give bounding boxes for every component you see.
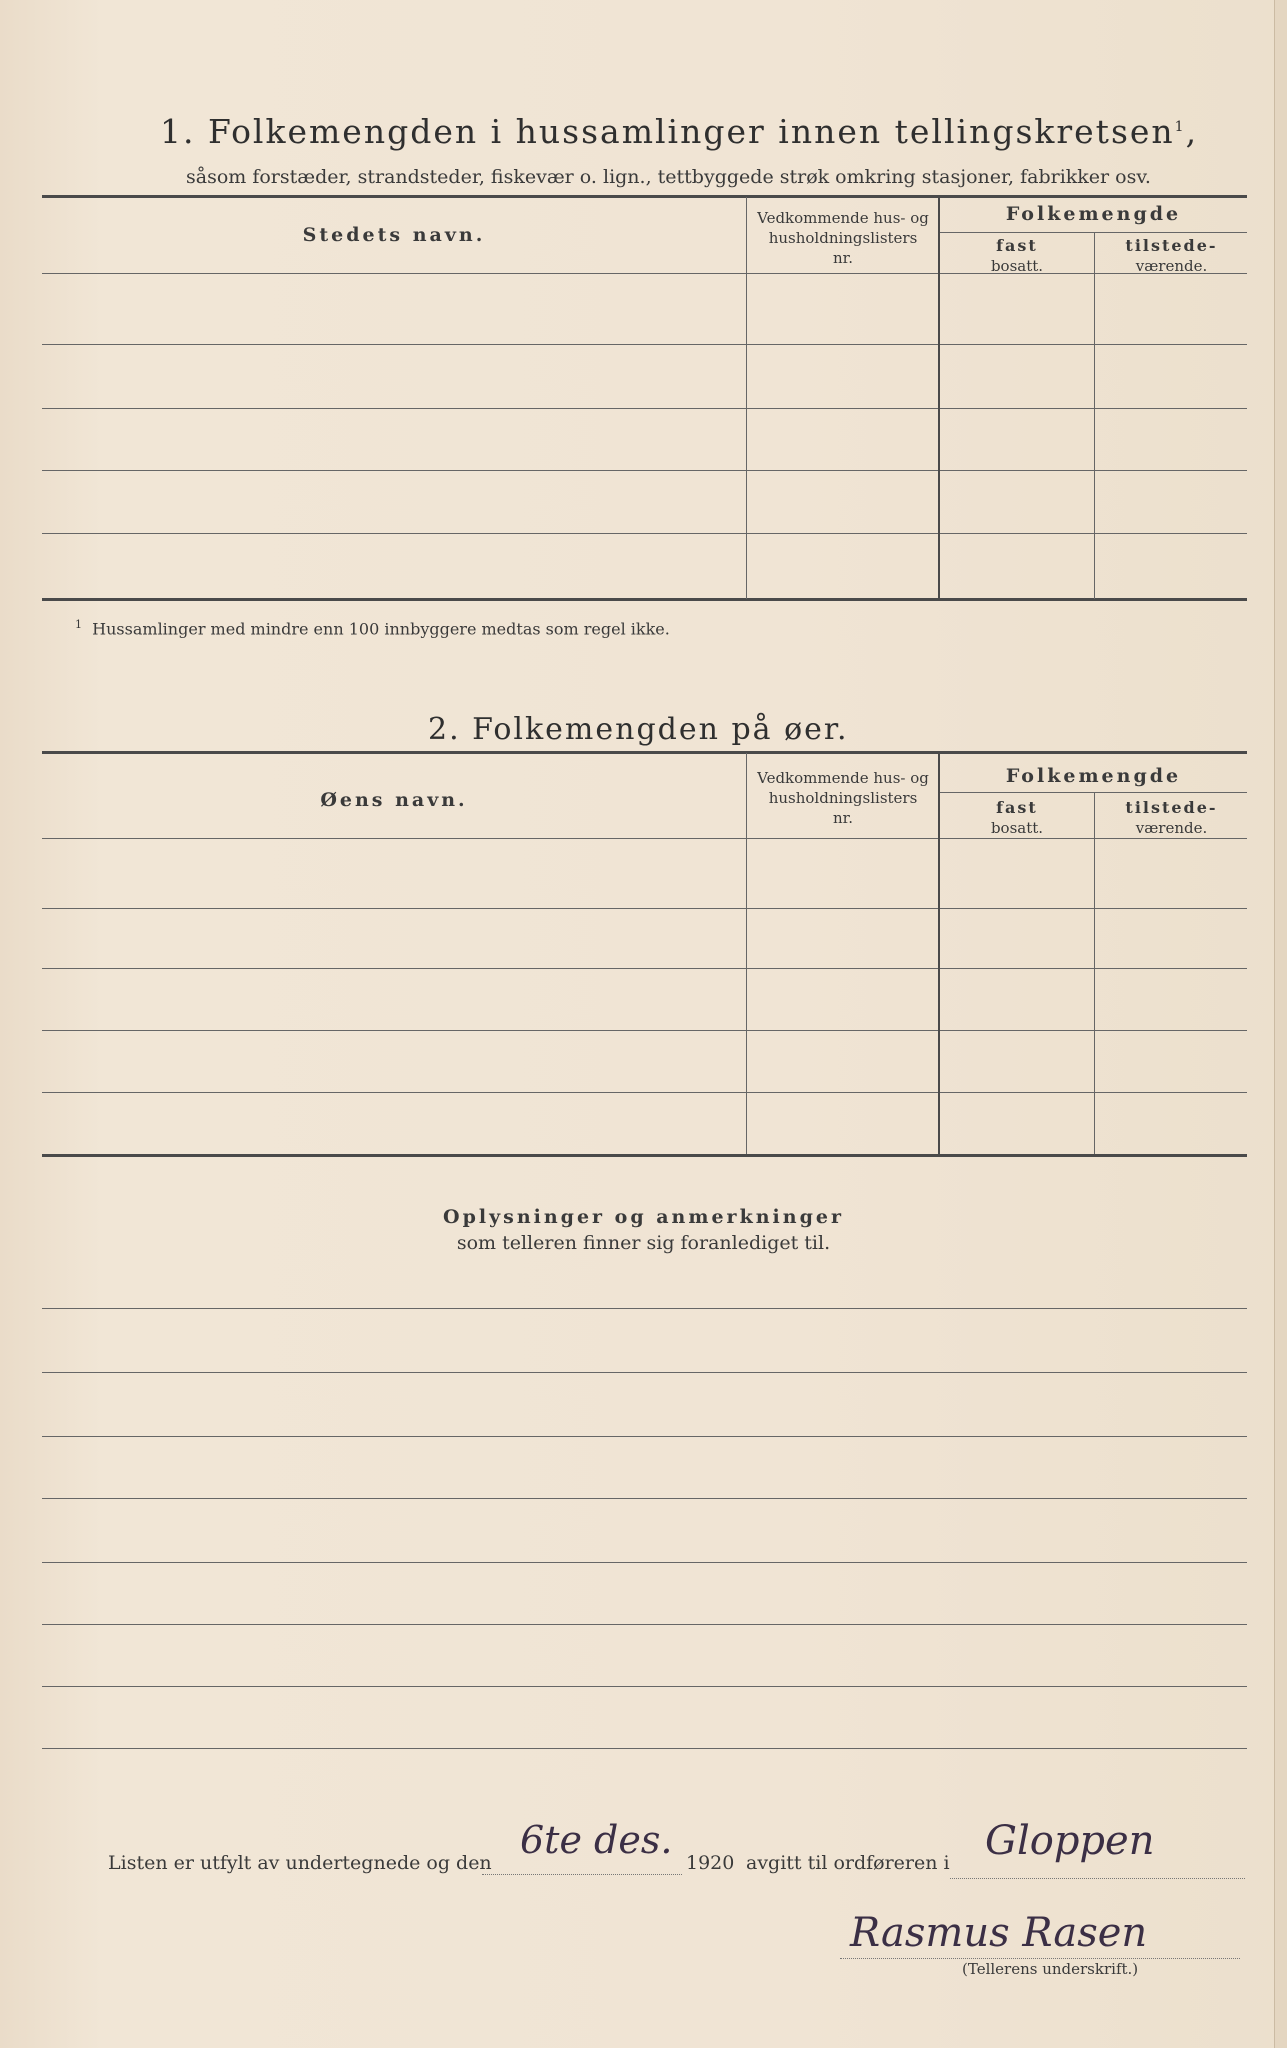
footnote: $^1$ Hussamlinger med mindre enn 100 innbyggere medtas som regel ikke. (75, 618, 670, 639)
signature-caption: (Tellerens underskrift.) (962, 1960, 1139, 1978)
col-tilstedevaerende-2: tilstede- værende. (1125, 798, 1218, 837)
footer-middle: avgitt til ordføreren i (746, 1852, 950, 1874)
col-tilstedevaerende: tilstede- værende. (1125, 236, 1218, 275)
handwritten-place: Gloppen (985, 1818, 1155, 1864)
signature: Rasmus Rasen (850, 1910, 1148, 1956)
section1-subtitle: såsom forstæder, strandsteder, fiskevær o. lign., tettbyggede strøk omkring stasjoner, fabrikker osv. (186, 166, 1151, 188)
col-fast-bosatt-2: fast bosatt. (990, 798, 1044, 837)
footer-line: Listen er utfylt av undertegnede og den (108, 1852, 492, 1874)
handwritten-date: 6te des. (520, 1818, 673, 1862)
col-oens-navn: Øens navn. (320, 789, 468, 811)
col-folkemengde: Folkemengde (1005, 203, 1182, 225)
col-stedets-navn: Stedets navn. (302, 224, 486, 246)
section2-title: 2. Folkemengden på øer. (428, 712, 849, 747)
col-list-nr: Vedkommende hus- og husholdningslisters nr. (757, 209, 929, 267)
remarks-subtitle: som telleren finner sig foranlediget til. (456, 1232, 831, 1254)
remarks-title: Oplysninger og anmerkninger (443, 1206, 844, 1228)
section1-title: 1. Folkemengden i hussamlinger innen tellingskretsen$^1$, (160, 112, 1199, 151)
col-list-nr-2: Vedkommende hus- og husholdningslisters nr. (757, 769, 929, 827)
year: 1920 (686, 1852, 735, 1874)
col-folkemengde-2: Folkemengde (1005, 765, 1182, 787)
page-edge (1274, 0, 1287, 2048)
col-fast-bosatt: fast bosatt. (990, 236, 1044, 275)
